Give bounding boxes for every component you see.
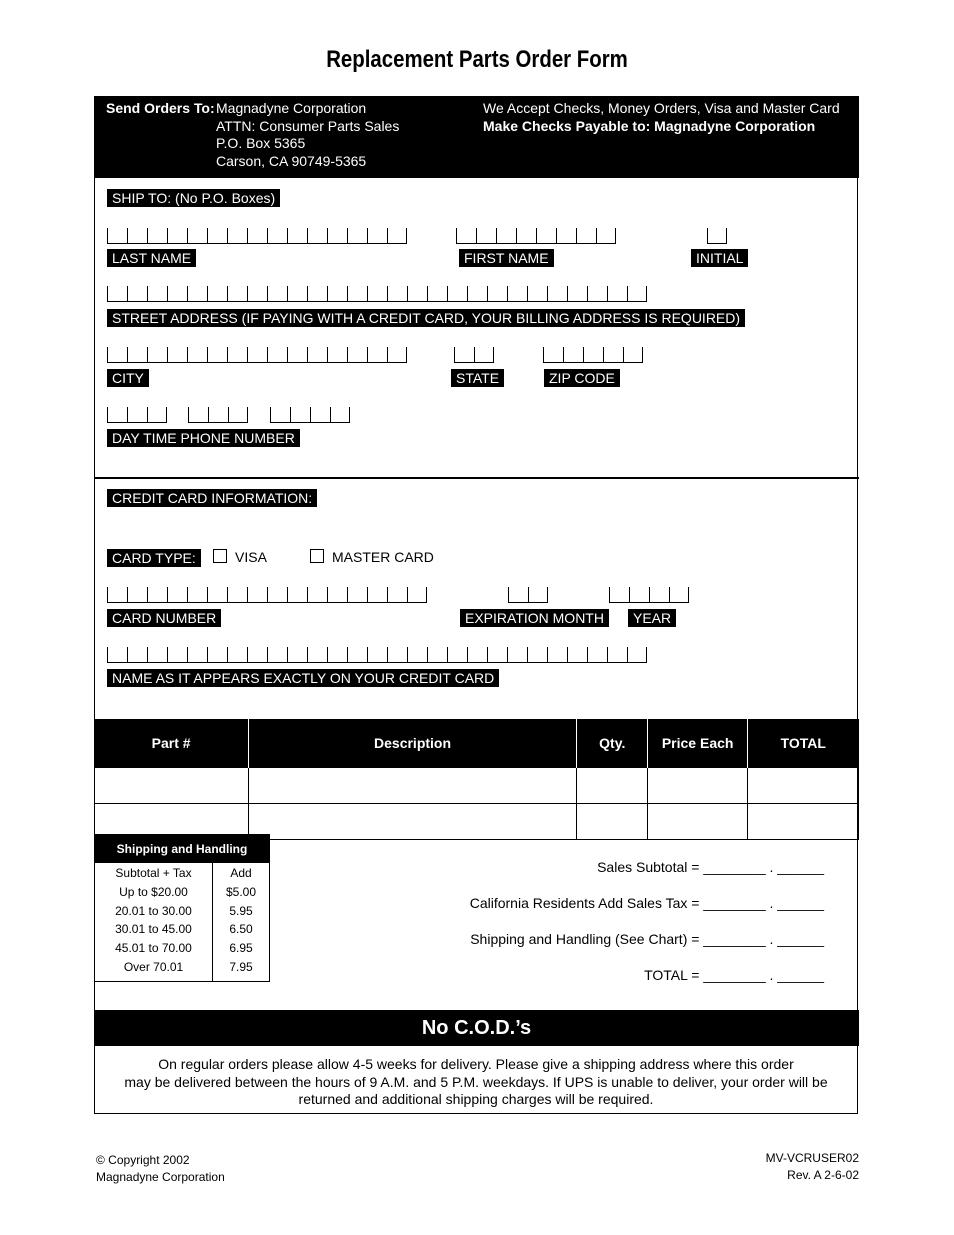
character-box[interactable] — [267, 647, 287, 662]
first-name-label: FIRST NAME — [459, 249, 554, 267]
no-cod-banner: No C.O.D.’s — [94, 1010, 859, 1046]
character-box[interactable] — [447, 286, 467, 301]
zip-code-label: ZIP CODE — [544, 369, 620, 387]
character-box[interactable] — [287, 347, 307, 362]
parts-table-header — [95, 719, 859, 768]
character-box[interactable] — [270, 407, 290, 422]
character-box[interactable] — [187, 647, 207, 662]
character-box[interactable] — [147, 228, 167, 243]
character-box[interactable] — [607, 286, 627, 301]
revision: Rev. A 2-6-02 — [787, 1168, 859, 1182]
price-each-cell[interactable] — [648, 804, 748, 840]
character-box[interactable] — [527, 286, 547, 301]
delivery-note-line: On regular orders please allow 4-5 weeks for delivery. Please give a shipping address where this order — [158, 1056, 794, 1072]
phone-prefix-boxes[interactable] — [188, 407, 248, 423]
part-number-header: Part # — [95, 719, 249, 768]
grand-total-line[interactable]: TOTAL = ________ . ______ — [644, 967, 824, 983]
character-box[interactable] — [623, 347, 643, 362]
shipping-add: $5.00 — [225, 884, 257, 899]
character-box[interactable] — [107, 647, 127, 662]
character-box[interactable] — [576, 228, 596, 243]
master-card-checkbox[interactable] — [310, 549, 324, 563]
character-box[interactable] — [207, 587, 227, 602]
character-box[interactable] — [127, 286, 147, 301]
state-boxes[interactable] — [454, 347, 494, 363]
character-box[interactable] — [267, 286, 287, 301]
initial-box[interactable] — [707, 228, 727, 244]
character-box[interactable] — [247, 587, 267, 602]
street-address-label: STREET ADDRESS (IF PAYING WITH A CREDIT CARD, YOUR BILLING ADDRESS IS REQUIRED) — [107, 309, 745, 327]
card-type-label: CARD TYPE: — [107, 549, 201, 567]
character-box[interactable] — [228, 407, 248, 422]
parts-table — [94, 719, 859, 840]
character-box[interactable] — [307, 647, 327, 662]
character-box[interactable] — [447, 647, 467, 662]
character-box[interactable] — [127, 587, 147, 602]
character-box[interactable] — [307, 347, 327, 362]
first-name-boxes[interactable] — [456, 228, 616, 244]
character-box[interactable] — [247, 347, 267, 362]
character-box[interactable] — [367, 347, 387, 362]
character-box[interactable] — [147, 647, 167, 662]
last-name-boxes[interactable] — [107, 228, 407, 244]
character-box[interactable] — [474, 347, 494, 362]
character-box[interactable] — [267, 228, 287, 243]
character-box[interactable] — [543, 347, 563, 362]
character-box[interactable] — [307, 228, 327, 243]
character-box[interactable] — [107, 407, 127, 422]
character-box[interactable] — [347, 647, 367, 662]
character-box[interactable] — [427, 286, 447, 301]
character-box[interactable] — [127, 407, 147, 422]
character-box[interactable] — [167, 286, 187, 301]
character-box[interactable] — [347, 228, 367, 243]
visa-label: VISA — [235, 549, 267, 565]
character-box[interactable] — [287, 647, 307, 662]
shipping-range: Up to $20.00 — [119, 884, 188, 899]
character-box[interactable] — [247, 286, 267, 301]
shipping-add: 6.50 — [229, 922, 253, 937]
character-box[interactable] — [127, 228, 147, 243]
sales-tax-line[interactable]: California Residents Add Sales Tax = ________ . ______ — [469, 895, 824, 911]
card-number-label: CARD NUMBER — [107, 609, 221, 627]
character-box[interactable] — [327, 587, 347, 602]
address-line: P.O. Box 5365 — [216, 135, 306, 151]
character-box[interactable] — [167, 347, 187, 362]
character-box[interactable] — [227, 228, 247, 243]
character-box[interactable] — [147, 407, 167, 422]
character-box[interactable] — [107, 286, 127, 301]
master-card-label: MASTER CARD — [332, 549, 434, 565]
character-box[interactable] — [547, 286, 567, 301]
character-box[interactable] — [387, 286, 407, 301]
character-box[interactable] — [347, 347, 367, 362]
character-box[interactable] — [267, 347, 287, 362]
total-header: TOTAL — [748, 719, 859, 768]
form-code: MV-VCRUSER02 — [765, 1151, 859, 1165]
accepted-payments: We Accept Checks, Money Orders, Visa and Master Card — [483, 100, 840, 116]
price-each-header: Price Each — [648, 719, 748, 768]
character-box[interactable] — [347, 587, 367, 602]
character-box[interactable] — [107, 228, 127, 243]
character-box[interactable] — [147, 347, 167, 362]
character-box[interactable] — [330, 407, 350, 422]
character-box[interactable] — [387, 228, 407, 243]
character-box[interactable] — [649, 587, 669, 602]
character-box[interactable] — [327, 347, 347, 362]
shipping-add: 6.95 — [229, 941, 253, 956]
address-line: Magnadyne Corporation — [216, 100, 367, 116]
shipping-add-column — [213, 863, 269, 981]
shipping-chart — [94, 834, 270, 982]
character-box[interactable] — [307, 286, 327, 301]
character-box[interactable] — [507, 647, 527, 662]
total-cell[interactable] — [748, 768, 859, 804]
delivery-note-line: returned and additional shipping charges will be required. — [298, 1091, 654, 1107]
table-row — [95, 768, 859, 804]
year-label: YEAR — [628, 609, 676, 627]
character-box[interactable] — [147, 286, 167, 301]
character-box[interactable] — [567, 286, 587, 301]
character-box[interactable] — [127, 347, 147, 362]
character-box[interactable] — [603, 347, 623, 362]
description-cell[interactable] — [248, 768, 577, 804]
character-box[interactable] — [387, 347, 407, 362]
character-box[interactable] — [596, 228, 616, 243]
character-box[interactable] — [107, 587, 127, 602]
price-each-cell[interactable] — [648, 768, 748, 804]
copyright-block — [96, 1152, 225, 1186]
character-box[interactable] — [187, 286, 207, 301]
shipping-range-column — [95, 863, 213, 981]
total-cell[interactable] — [748, 804, 859, 840]
character-box[interactable] — [467, 647, 487, 662]
character-box[interactable] — [427, 647, 447, 662]
address-line: Carson, CA 90749-5365 — [216, 152, 367, 169]
character-box[interactable] — [487, 647, 507, 662]
phone-label: DAY TIME PHONE NUMBER — [107, 429, 300, 447]
character-box[interactable] — [267, 587, 287, 602]
character-box[interactable] — [310, 407, 330, 422]
year-boxes[interactable] — [609, 587, 689, 603]
ship-to-heading: SHIP TO: (No P.O. Boxes) — [107, 189, 280, 207]
cardholder-name-boxes[interactable] — [107, 647, 647, 663]
copyright-text: © Copyright 2002 — [96, 1153, 190, 1167]
character-box[interactable] — [327, 228, 347, 243]
shipping-range: 45.01 to 70.00 — [115, 941, 192, 956]
character-box[interactable] — [227, 587, 247, 602]
shipping-add: 5.95 — [229, 903, 253, 918]
character-box[interactable] — [327, 647, 347, 662]
send-orders-label: Send Orders To: — [106, 100, 215, 116]
sales-subtotal-line[interactable]: Sales Subtotal = ________ . ______ — [597, 859, 824, 875]
character-box[interactable] — [516, 228, 536, 243]
city-boxes[interactable] — [107, 347, 407, 363]
street-address-boxes[interactable] — [107, 286, 647, 302]
character-box[interactable] — [167, 587, 187, 602]
character-box[interactable] — [407, 286, 427, 301]
description-header: Description — [248, 719, 577, 768]
character-box[interactable] — [476, 228, 496, 243]
form-title: Replacement Parts Order Form — [326, 46, 628, 73]
character-box[interactable] — [207, 647, 227, 662]
cardholder-name-label: NAME AS IT APPEARS EXACTLY ON YOUR CREDIT CARD — [107, 669, 499, 687]
delivery-note — [94, 1056, 858, 1109]
state-label: STATE — [451, 369, 504, 387]
character-box[interactable] — [454, 347, 474, 362]
character-box[interactable] — [567, 647, 587, 662]
character-box[interactable] — [367, 228, 387, 243]
character-box[interactable] — [247, 647, 267, 662]
send-orders-header — [94, 96, 859, 178]
character-box[interactable] — [207, 347, 227, 362]
shipping-handling-line[interactable]: Shipping and Handling (See Chart) = ________ . ______ — [470, 931, 824, 947]
character-box[interactable] — [207, 228, 227, 243]
city-label: CITY — [107, 369, 149, 387]
qty-cell[interactable] — [577, 768, 648, 804]
character-box[interactable] — [407, 587, 427, 602]
character-box[interactable] — [387, 587, 407, 602]
character-box[interactable] — [287, 228, 307, 243]
character-box[interactable] — [587, 286, 607, 301]
character-box[interactable] — [327, 286, 347, 301]
character-box[interactable] — [669, 587, 689, 602]
last-name-label: LAST NAME — [107, 249, 196, 267]
character-box[interactable] — [167, 228, 187, 243]
character-box[interactable] — [187, 228, 207, 243]
shipping-range: 30.01 to 45.00 — [115, 922, 192, 937]
character-box[interactable] — [547, 647, 567, 662]
payable-to: Make Checks Payable to: Magnadyne Corporation — [483, 117, 816, 134]
description-cell[interactable] — [248, 804, 577, 840]
initial-label: INITIAL — [691, 249, 748, 267]
visa-checkbox[interactable] — [213, 549, 227, 563]
character-box[interactable] — [287, 286, 307, 301]
character-box[interactable] — [583, 347, 603, 362]
zip-code-boxes[interactable] — [543, 347, 643, 363]
character-box[interactable] — [627, 647, 647, 662]
shipping-range: 20.01 to 30.00 — [115, 903, 192, 918]
phone-line-boxes[interactable] — [270, 407, 350, 423]
character-box[interactable] — [207, 286, 227, 301]
shipping-range: Over 70.01 — [123, 959, 184, 974]
qty-header: Qty. — [577, 719, 648, 768]
section-divider — [94, 477, 859, 479]
character-box[interactable] — [527, 647, 547, 662]
company-name: Magnadyne Corporation — [96, 1170, 225, 1184]
phone-area-boxes[interactable] — [107, 407, 167, 423]
delivery-note-line: may be delivered between the hours of 9 A.M. and 5 P.M. weekdays. If UPS is unable to deliver, your order will be — [124, 1073, 828, 1090]
character-box[interactable] — [496, 228, 516, 243]
card-number-boxes[interactable] — [107, 587, 427, 603]
character-box[interactable] — [307, 587, 327, 602]
character-box[interactable] — [563, 347, 583, 362]
character-box[interactable] — [147, 587, 167, 602]
character-box[interactable] — [587, 647, 607, 662]
shipping-add: 7.95 — [229, 959, 253, 974]
character-box[interactable] — [507, 286, 527, 301]
character-box[interactable] — [487, 286, 507, 301]
character-box[interactable] — [107, 347, 127, 362]
character-box[interactable] — [607, 647, 627, 662]
character-box[interactable] — [629, 587, 649, 602]
character-box[interactable] — [167, 647, 187, 662]
character-box[interactable] — [187, 347, 207, 362]
character-box[interactable] — [227, 647, 247, 662]
part-number-cell[interactable] — [95, 768, 249, 804]
character-box[interactable] — [467, 286, 487, 301]
character-box[interactable] — [287, 587, 307, 602]
character-box[interactable] — [707, 228, 727, 243]
character-box[interactable] — [627, 286, 647, 301]
character-box[interactable] — [528, 587, 548, 602]
character-box[interactable] — [247, 228, 267, 243]
character-box[interactable] — [609, 587, 629, 602]
character-box[interactable] — [188, 407, 208, 422]
address-line: ATTN: Consumer Parts Sales — [216, 117, 400, 134]
exp-month-label: EXPIRATION MONTH — [460, 609, 609, 627]
character-box[interactable] — [556, 228, 576, 243]
character-box[interactable] — [387, 647, 407, 662]
exp-month-boxes[interactable] — [508, 587, 548, 603]
character-box[interactable] — [536, 228, 556, 243]
shipping-add-header: Add — [230, 866, 252, 880]
character-box[interactable] — [187, 587, 207, 602]
character-box[interactable] — [407, 647, 427, 662]
qty-cell[interactable] — [577, 804, 648, 840]
character-box[interactable] — [367, 647, 387, 662]
character-box[interactable] — [347, 286, 367, 301]
shipping-chart-heading: Shipping and Handling — [95, 835, 269, 863]
character-box[interactable] — [508, 587, 528, 602]
character-box[interactable] — [367, 286, 387, 301]
character-box[interactable] — [290, 407, 310, 422]
character-box[interactable] — [367, 587, 387, 602]
character-box[interactable] — [227, 347, 247, 362]
shipping-range-header: Subtotal + Tax — [115, 866, 192, 880]
form-code-block — [766, 1150, 859, 1184]
character-box[interactable] — [208, 407, 228, 422]
credit-card-heading: CREDIT CARD INFORMATION: — [107, 489, 317, 507]
character-box[interactable] — [227, 286, 247, 301]
character-box[interactable] — [127, 647, 147, 662]
character-box[interactable] — [456, 228, 476, 243]
